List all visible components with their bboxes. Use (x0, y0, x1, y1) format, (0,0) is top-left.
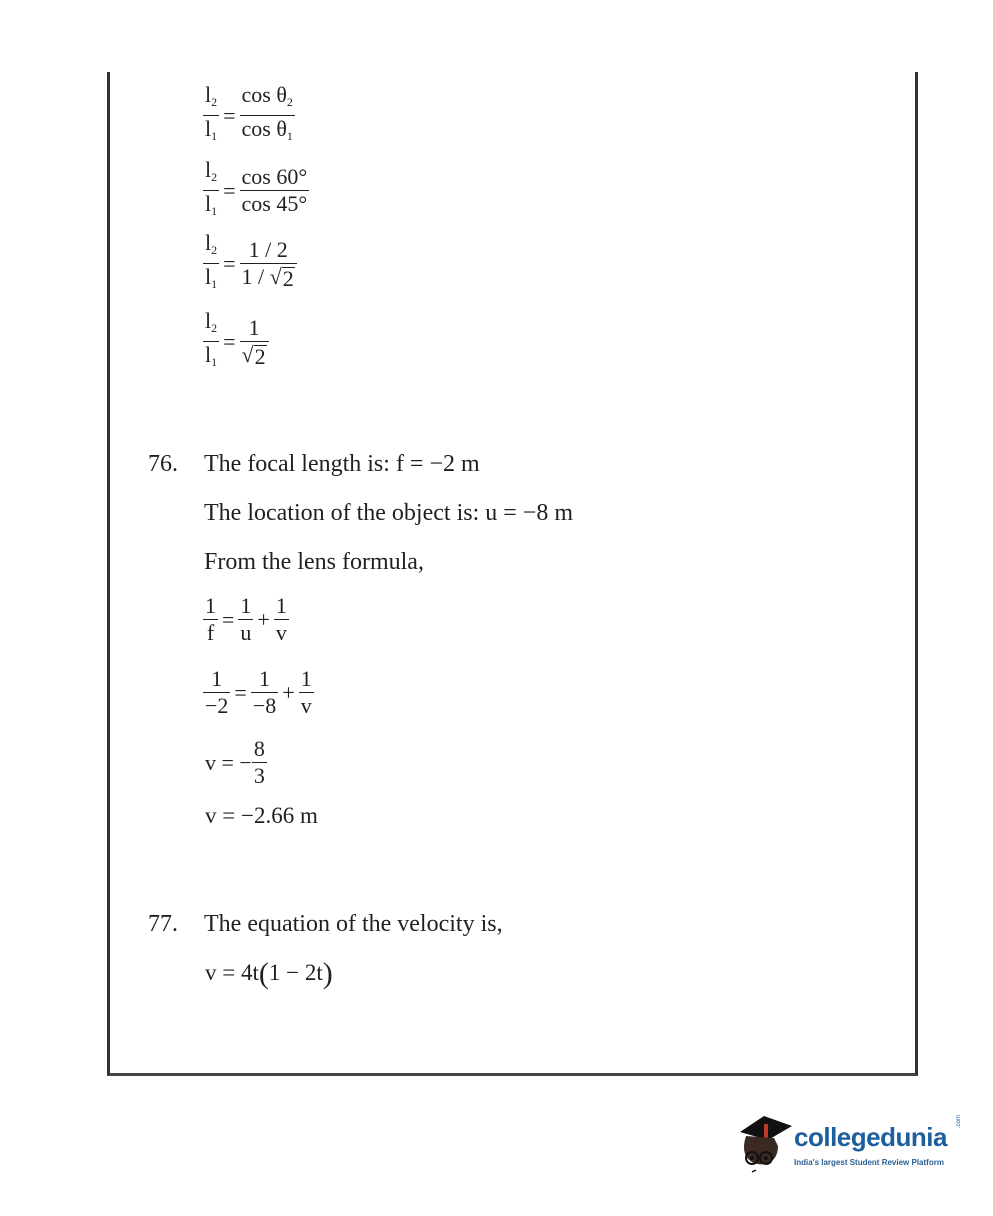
q76-object-location: The location of the object is: u = −8 m (204, 500, 573, 526)
fraction: $\frac{l_2}{l_1}$ (205, 157, 218, 218)
fraction: $\frac{\cos \theta_2}{\cos \theta_1}$ (241, 82, 293, 143)
q77-velocity-intro: The equation of the velocity is, (204, 911, 503, 937)
ratio-equation-2: $\frac{l_2}{l_1}$ = $\frac{\cos 60^\circ}{\cos 45^\circ}$ (203, 157, 309, 224)
question-number-77: 77. (148, 911, 178, 937)
fraction: $\frac{\cos 60^\circ}{\cos 45^\circ}$ (241, 164, 308, 216)
brand-tagline: India's largest Student Review Platform (794, 1158, 944, 1167)
velocity-equation: v = 4t(1 − 2t) (205, 957, 333, 990)
fraction: $\frac{l_2}{l_1}$ (205, 82, 218, 143)
mascot-icon (734, 1108, 794, 1178)
question-number-76: 76. (148, 451, 178, 477)
fraction: $\frac{l_2}{l_1}$ (205, 308, 218, 369)
lens-formula-substituted: $\frac{1}{-2}$ = $\frac{1}{-8}$ + $\frac{1}{v}$ (205, 666, 312, 718)
brand-name: collegedunia (794, 1122, 947, 1152)
lens-formula-equation: $\frac{1}{f}$ = $\frac{1}{u}$ + $\frac{1}{v}$ (205, 593, 287, 645)
collegedunia-logo (734, 1108, 964, 1178)
brand-com: .com (956, 1114, 962, 1128)
ratio-equation-4: $\frac{l_2}{l_1}$ = 1 √ 2 (203, 308, 269, 375)
q76-lens-formula-intro: From the lens formula, (204, 549, 424, 575)
image-distance-result: v = −2.66 m (205, 803, 318, 828)
image-distance-fraction: v = − $\frac{8}{3}$ (205, 736, 265, 788)
fraction: 1 √ 2 (240, 315, 269, 368)
fraction: $\frac{l_2}{l_1}$ (205, 230, 218, 291)
ratio-equation-3: $\frac{l_2}{l_1}$ = 1 / 2 1 / √ 2 (203, 230, 297, 297)
q76-focal-length: The focal length is: f = −2 m (204, 451, 480, 477)
ratio-equation-1: $\frac{l_2}{l_1}$ = $\frac{\cos \theta_2}{\cos \theta_1}$ (203, 82, 295, 149)
fraction: 1 / 2 1 / √ 2 (240, 237, 297, 290)
